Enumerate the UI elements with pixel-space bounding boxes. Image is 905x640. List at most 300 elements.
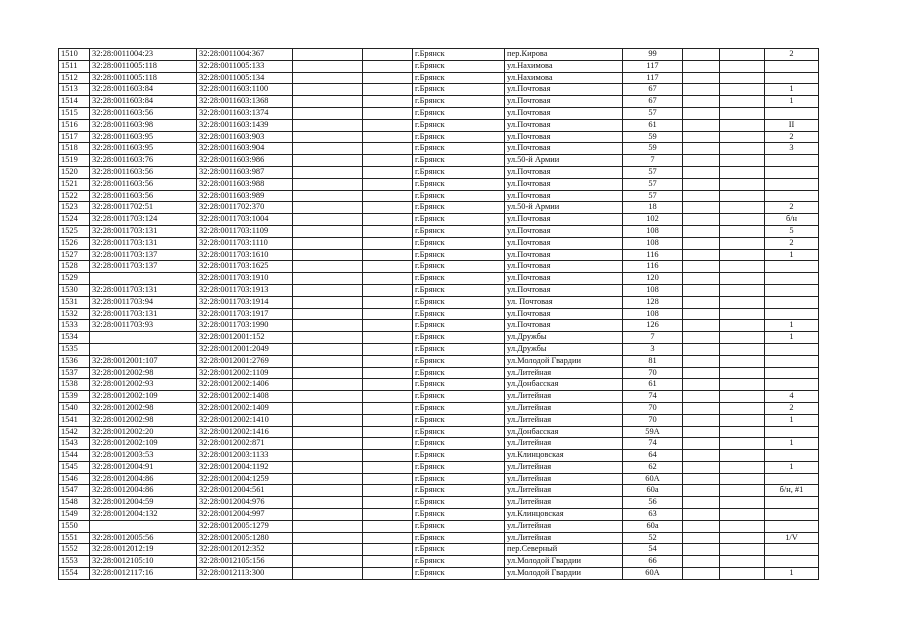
building-cadastral-number-cell: 32:28:0011703:1610 [197,249,293,261]
blank-col-d-cell [720,367,765,379]
land-plot-cadastral-number-cell: 32:28:0011603:98 [90,119,197,131]
row-number-cell: 1513 [59,84,90,96]
blank-col-d-cell [720,131,765,143]
unit-number-cell [765,343,819,355]
unit-number-cell: 4 [765,391,819,403]
blank-col-a-cell [293,485,363,497]
land-plot-cadastral-number-cell: 32:28:0011603:56 [90,190,197,202]
row-number-cell: 1521 [59,178,90,190]
blank-col-d-cell [720,391,765,403]
house-number-cell: 120 [623,273,683,285]
row-number-cell: 1527 [59,249,90,261]
building-cadastral-number-cell: 32:28:0012002:1416 [197,426,293,438]
city-cell: г.Брянск [413,202,505,214]
unit-number-cell: 1 [765,568,819,580]
city-cell: г.Брянск [413,107,505,119]
blank-col-c-cell [683,214,720,226]
blank-col-c-cell [683,190,720,202]
row-number-cell: 1534 [59,332,90,344]
land-plot-cadastral-number-cell [90,520,197,532]
blank-col-a-cell [293,332,363,344]
land-plot-cadastral-number-cell: 32:28:0012004:59 [90,497,197,509]
blank-col-a-cell [293,497,363,509]
blank-col-b-cell [363,320,413,332]
row-number-cell: 1528 [59,261,90,273]
city-cell: г.Брянск [413,332,505,344]
city-cell: г.Брянск [413,214,505,226]
building-cadastral-number-cell: 32:28:0011703:1910 [197,273,293,285]
blank-col-a-cell [293,190,363,202]
row-number-cell: 1530 [59,284,90,296]
house-number-cell: 56 [623,497,683,509]
house-number-cell: 57 [623,190,683,202]
row-number-cell: 1520 [59,166,90,178]
street-cell: ул.Нахимова [505,60,623,72]
row-number-cell: 1541 [59,414,90,426]
blank-col-b-cell [363,225,413,237]
blank-col-b-cell [363,296,413,308]
house-number-cell: 66 [623,556,683,568]
blank-col-c-cell [683,485,720,497]
city-cell: г.Брянск [413,96,505,108]
blank-col-b-cell [363,249,413,261]
building-cadastral-number-cell: 32:28:0012004:997 [197,509,293,521]
blank-col-c-cell [683,72,720,84]
row-number-cell: 1524 [59,214,90,226]
row-number-cell: 1531 [59,296,90,308]
house-number-cell: 116 [623,261,683,273]
street-cell: ул.Почтовая [505,308,623,320]
table-row [59,343,819,355]
blank-col-d-cell [720,296,765,308]
blank-col-a-cell [293,355,363,367]
blank-col-b-cell [363,237,413,249]
blank-col-a-cell [293,343,363,355]
blank-col-b-cell [363,273,413,285]
table-row [59,166,819,178]
blank-col-b-cell [363,568,413,580]
table-row [59,84,819,96]
land-plot-cadastral-number-cell: 32:28:0011703:131 [90,308,197,320]
street-cell: ул.Клинцовская [505,450,623,462]
building-cadastral-number-cell: 32:28:0011703:1110 [197,237,293,249]
house-number-cell: 60А [623,473,683,485]
blank-col-d-cell [720,473,765,485]
city-cell: г.Брянск [413,426,505,438]
building-cadastral-number-cell: 32:28:0011703:1109 [197,225,293,237]
house-number-cell: 54 [623,544,683,556]
blank-col-c-cell [683,249,720,261]
row-number-cell: 1535 [59,343,90,355]
row-number-cell: 1546 [59,473,90,485]
table-row [59,284,819,296]
blank-col-d-cell [720,284,765,296]
land-plot-cadastral-number-cell: 32:28:0011703:137 [90,249,197,261]
row-number-cell: 1554 [59,568,90,580]
blank-col-b-cell [363,343,413,355]
street-cell: ул.Почтовая [505,166,623,178]
city-cell: г.Брянск [413,249,505,261]
street-cell: ул.Нахимова [505,72,623,84]
street-cell: ул.Литейная [505,402,623,414]
table-row [59,320,819,332]
land-plot-cadastral-number-cell: 32:28:0011603:95 [90,131,197,143]
blank-col-d-cell [720,497,765,509]
building-cadastral-number-cell: 32:28:0012004:1192 [197,461,293,473]
blank-col-b-cell [363,520,413,532]
blank-col-a-cell [293,414,363,426]
building-cadastral-number-cell: 32:28:0011005:133 [197,60,293,72]
blank-col-d-cell [720,273,765,285]
street-cell: ул.Литейная [505,438,623,450]
blank-col-c-cell [683,107,720,119]
unit-number-cell: 2 [765,202,819,214]
unit-number-cell: 1 [765,84,819,96]
land-plot-cadastral-number-cell: 32:28:0011005:118 [90,60,197,72]
blank-col-b-cell [363,131,413,143]
blank-col-d-cell [720,49,765,61]
row-number-cell: 1522 [59,190,90,202]
blank-col-b-cell [363,473,413,485]
blank-col-a-cell [293,426,363,438]
blank-col-b-cell [363,332,413,344]
land-plot-cadastral-number-cell: 32:28:0012002:98 [90,367,197,379]
table-row [59,178,819,190]
land-plot-cadastral-number-cell: 32:28:0011703:131 [90,237,197,249]
table-row [59,556,819,568]
house-number-cell: 64 [623,450,683,462]
building-cadastral-number-cell: 32:28:0011703:1917 [197,308,293,320]
land-plot-cadastral-number-cell: 32:28:0012002:93 [90,379,197,391]
unit-number-cell: 1 [765,332,819,344]
table-row [59,414,819,426]
building-cadastral-number-cell: 32:28:0011603:987 [197,166,293,178]
land-plot-cadastral-number-cell: 32:28:0011603:56 [90,178,197,190]
blank-col-b-cell [363,379,413,391]
building-cadastral-number-cell: 32:28:0012004:561 [197,485,293,497]
land-plot-cadastral-number-cell: 32:28:0012002:109 [90,438,197,450]
city-cell: г.Брянск [413,520,505,532]
building-cadastral-number-cell: 32:28:0011603:989 [197,190,293,202]
unit-number-cell [765,367,819,379]
blank-col-b-cell [363,72,413,84]
unit-number-cell: б/н, #1 [765,485,819,497]
row-number-cell: 1510 [59,49,90,61]
street-cell: ул.Дружбы [505,343,623,355]
blank-col-d-cell [720,532,765,544]
blank-col-b-cell [363,84,413,96]
street-cell: ул.Почтовая [505,225,623,237]
row-number-cell: 1540 [59,402,90,414]
city-cell: г.Брянск [413,72,505,84]
house-number-cell: 70 [623,414,683,426]
blank-col-b-cell [363,367,413,379]
table-row [59,155,819,167]
blank-col-d-cell [720,119,765,131]
blank-col-a-cell [293,509,363,521]
blank-col-a-cell [293,391,363,403]
blank-col-d-cell [720,568,765,580]
row-number-cell: 1516 [59,119,90,131]
blank-col-b-cell [363,461,413,473]
blank-col-b-cell [363,438,413,450]
city-cell: г.Брянск [413,343,505,355]
blank-col-c-cell [683,119,720,131]
blank-col-c-cell [683,202,720,214]
house-number-cell: 3 [623,343,683,355]
table-row [59,544,819,556]
land-plot-cadastral-number-cell: 32:28:0012117:16 [90,568,197,580]
blank-col-d-cell [720,308,765,320]
row-number-cell: 1517 [59,131,90,143]
blank-col-a-cell [293,84,363,96]
city-cell: г.Брянск [413,497,505,509]
blank-col-b-cell [363,355,413,367]
city-cell: г.Брянск [413,414,505,426]
house-number-cell: 108 [623,308,683,320]
blank-col-b-cell [363,107,413,119]
blank-col-a-cell [293,568,363,580]
land-plot-cadastral-number-cell: 32:28:0011603:56 [90,107,197,119]
land-plot-cadastral-number-cell: 32:28:0012004:91 [90,461,197,473]
blank-col-b-cell [363,60,413,72]
land-plot-cadastral-number-cell: 32:28:0011603:95 [90,143,197,155]
table-row [59,485,819,497]
blank-col-a-cell [293,544,363,556]
blank-col-b-cell [363,391,413,403]
building-cadastral-number-cell: 32:28:0012001:152 [197,332,293,344]
table-row [59,190,819,202]
city-cell: г.Брянск [413,509,505,521]
unit-number-cell: 3 [765,143,819,155]
land-plot-cadastral-number-cell: 32:28:0011603:76 [90,155,197,167]
blank-col-d-cell [720,379,765,391]
city-cell: г.Брянск [413,308,505,320]
row-number-cell: 1529 [59,273,90,285]
blank-col-d-cell [720,214,765,226]
blank-col-a-cell [293,60,363,72]
building-cadastral-number-cell: 32:28:0011703:1990 [197,320,293,332]
blank-col-b-cell [363,284,413,296]
blank-col-c-cell [683,402,720,414]
blank-col-b-cell [363,544,413,556]
blank-col-d-cell [720,438,765,450]
unit-number-cell [765,497,819,509]
table-row [59,49,819,61]
blank-col-d-cell [720,178,765,190]
row-number-cell: 1547 [59,485,90,497]
blank-col-c-cell [683,367,720,379]
blank-col-a-cell [293,450,363,462]
unit-number-cell [765,520,819,532]
blank-col-a-cell [293,402,363,414]
house-number-cell: 59 [623,131,683,143]
house-number-cell: 57 [623,178,683,190]
street-cell: ул.Литейная [505,461,623,473]
blank-col-b-cell [363,143,413,155]
city-cell: г.Брянск [413,402,505,414]
blank-col-d-cell [720,261,765,273]
house-number-cell: 74 [623,391,683,403]
land-plot-cadastral-number-cell: 32:28:0012002:109 [90,391,197,403]
blank-col-d-cell [720,166,765,178]
blank-col-a-cell [293,284,363,296]
row-number-cell: 1525 [59,225,90,237]
blank-col-a-cell [293,166,363,178]
house-number-cell: 70 [623,402,683,414]
table-row [59,379,819,391]
row-number-cell: 1526 [59,237,90,249]
land-plot-cadastral-number-cell: 32:28:0012002:98 [90,402,197,414]
row-number-cell: 1553 [59,556,90,568]
blank-col-a-cell [293,225,363,237]
blank-col-c-cell [683,414,720,426]
blank-col-c-cell [683,379,720,391]
building-cadastral-number-cell: 32:28:0011004:367 [197,49,293,61]
building-cadastral-number-cell: 32:28:0012002:871 [197,438,293,450]
building-cadastral-number-cell: 32:28:0012004:1259 [197,473,293,485]
blank-col-c-cell [683,96,720,108]
building-cadastral-number-cell: 32:28:0012005:1280 [197,532,293,544]
blank-col-d-cell [720,84,765,96]
blank-col-c-cell [683,296,720,308]
blank-col-a-cell [293,72,363,84]
building-cadastral-number-cell: 32:28:0012002:1409 [197,402,293,414]
blank-col-a-cell [293,107,363,119]
house-number-cell: 18 [623,202,683,214]
blank-col-c-cell [683,426,720,438]
unit-number-cell [765,284,819,296]
blank-col-c-cell [683,568,720,580]
row-number-cell: 1544 [59,450,90,462]
table-row [59,367,819,379]
table-row [59,355,819,367]
table-row [59,497,819,509]
building-cadastral-number-cell: 32:28:0012001:2049 [197,343,293,355]
blank-col-b-cell [363,214,413,226]
land-plot-cadastral-number-cell: 32:28:0012001:107 [90,355,197,367]
building-cadastral-number-cell: 32:28:0011703:1004 [197,214,293,226]
street-cell: ул.Молодой Гвардии [505,556,623,568]
house-number-cell: 70 [623,367,683,379]
table-row [59,107,819,119]
table-row [59,261,819,273]
street-cell: ул.Почтовая [505,284,623,296]
table-row [59,402,819,414]
blank-col-d-cell [720,485,765,497]
house-number-cell: 59 [623,143,683,155]
building-cadastral-number-cell: 32:28:0012002:1406 [197,379,293,391]
blank-col-a-cell [293,178,363,190]
land-plot-cadastral-number-cell: 32:28:0012004:86 [90,473,197,485]
land-plot-cadastral-number-cell: 32:28:0012004:132 [90,509,197,521]
blank-col-d-cell [720,509,765,521]
blank-col-b-cell [363,308,413,320]
blank-col-d-cell [720,450,765,462]
building-cadastral-number-cell: 32:28:0012003:1133 [197,450,293,462]
table-row [59,225,819,237]
building-cadastral-number-cell: 32:28:0012002:1408 [197,391,293,403]
unit-number-cell: 1 [765,414,819,426]
house-number-cell: 60а [623,485,683,497]
blank-col-d-cell [720,320,765,332]
street-cell: ул.Почтовая [505,214,623,226]
street-cell: ул.Почтовая [505,84,623,96]
street-cell: ул.Донбасская [505,379,623,391]
street-cell: ул.50-й Армии [505,202,623,214]
blank-col-a-cell [293,556,363,568]
land-plot-cadastral-number-cell: 32:28:0011005:118 [90,72,197,84]
unit-number-cell [765,296,819,308]
blank-col-b-cell [363,202,413,214]
table-row [59,72,819,84]
blank-col-a-cell [293,261,363,273]
blank-col-c-cell [683,556,720,568]
land-plot-cadastral-number-cell: 32:28:0012004:86 [90,485,197,497]
table-row [59,60,819,72]
unit-number-cell: 2 [765,49,819,61]
blank-col-c-cell [683,131,720,143]
row-number-cell: 1543 [59,438,90,450]
blank-col-c-cell [683,391,720,403]
building-cadastral-number-cell: 32:28:0012105:156 [197,556,293,568]
table-row [59,520,819,532]
blank-col-d-cell [720,426,765,438]
table-row [59,391,819,403]
table-row [59,131,819,143]
building-cadastral-number-cell: 32:28:0011703:1625 [197,261,293,273]
blank-col-b-cell [363,119,413,131]
house-number-cell: 108 [623,284,683,296]
blank-col-b-cell [363,49,413,61]
land-plot-cadastral-number-cell: 32:28:0011703:131 [90,284,197,296]
blank-col-c-cell [683,497,720,509]
building-cadastral-number-cell: 32:28:0011603:988 [197,178,293,190]
blank-col-b-cell [363,497,413,509]
blank-col-d-cell [720,107,765,119]
house-number-cell: 61 [623,379,683,391]
table-row [59,119,819,131]
row-number-cell: 1518 [59,143,90,155]
blank-col-d-cell [720,155,765,167]
unit-number-cell: II [765,119,819,131]
land-plot-cadastral-number-cell [90,332,197,344]
unit-number-cell [765,379,819,391]
blank-col-a-cell [293,143,363,155]
street-cell: ул.Литейная [505,497,623,509]
unit-number-cell [765,473,819,485]
blank-col-d-cell [720,355,765,367]
city-cell: г.Брянск [413,119,505,131]
house-number-cell: 102 [623,214,683,226]
blank-col-c-cell [683,237,720,249]
house-number-cell: 57 [623,166,683,178]
table-row [59,296,819,308]
land-plot-cadastral-number-cell: 32:28:0012003:53 [90,450,197,462]
city-cell: г.Брянск [413,355,505,367]
building-cadastral-number-cell: 32:28:0012002:1410 [197,414,293,426]
row-number-cell: 1537 [59,367,90,379]
street-cell: ул.Почтовая [505,320,623,332]
city-cell: г.Брянск [413,544,505,556]
row-number-cell: 1533 [59,320,90,332]
building-cadastral-number-cell: 32:28:0011603:1100 [197,84,293,96]
blank-col-a-cell [293,131,363,143]
unit-number-cell: б/н [765,214,819,226]
table-row [59,143,819,155]
land-plot-cadastral-number-cell [90,343,197,355]
street-cell: ул.Почтовая [505,237,623,249]
